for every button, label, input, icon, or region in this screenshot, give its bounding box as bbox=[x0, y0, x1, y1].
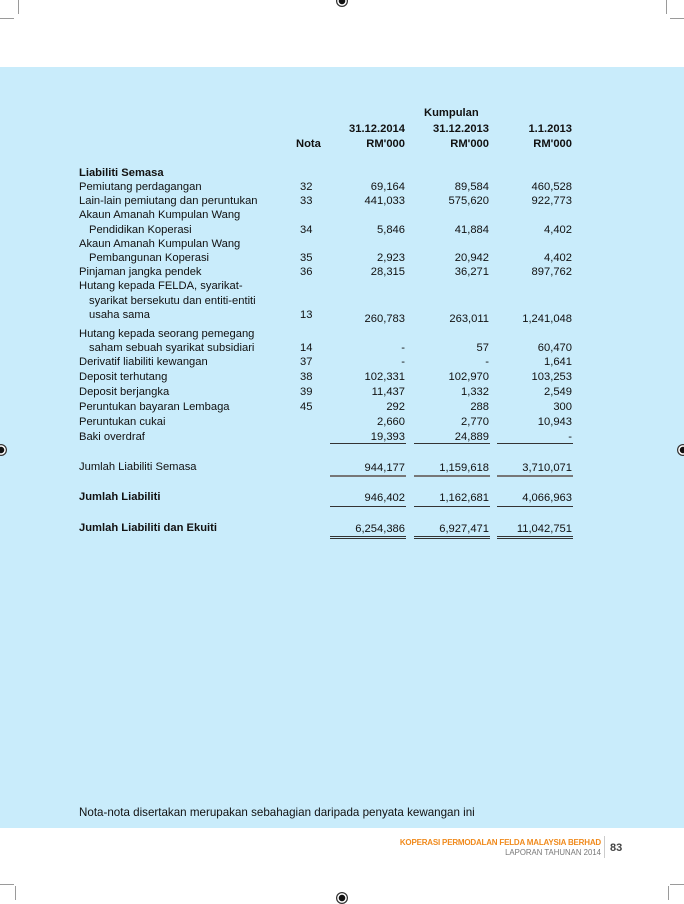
row-value: 2,923 bbox=[377, 252, 405, 264]
row-label: syarikat bersekutu dan entiti-entiti bbox=[89, 294, 256, 307]
row-nota: 39 bbox=[300, 385, 313, 398]
crop-mark bbox=[668, 886, 669, 900]
total-rule bbox=[497, 475, 573, 477]
row-nota: 37 bbox=[300, 355, 313, 368]
row-value: 1,241,048 bbox=[522, 312, 572, 325]
row-value: 263,011 bbox=[449, 312, 489, 325]
row-value: 922,773 bbox=[531, 195, 572, 208]
row-label: saham sebuah syarikat subsidiari bbox=[89, 341, 255, 354]
row-value: - bbox=[485, 355, 489, 368]
row-nota: 32 bbox=[300, 181, 313, 193]
row-value: 292 bbox=[386, 400, 405, 413]
total-label: Jumlah Liabiliti bbox=[79, 491, 161, 503]
registration-mark-icon bbox=[336, 0, 348, 7]
crop-mark bbox=[0, 18, 14, 19]
row-nota: 34 bbox=[300, 223, 313, 236]
footer-organization: KOPERASI PERMODALAN FELDA MALAYSIA BERHAD bbox=[399, 838, 601, 847]
row-label: Pinjaman jangka pendek bbox=[79, 266, 202, 279]
subtotal-rule bbox=[330, 443, 406, 444]
row-nota: 36 bbox=[300, 266, 313, 279]
row-label: usaha sama bbox=[89, 308, 150, 321]
section-title: Liabiliti Semasa bbox=[79, 167, 164, 179]
total-rule bbox=[497, 506, 573, 507]
row-nota: 33 bbox=[300, 195, 313, 208]
col-date-2013-jan: 1.1.2013 bbox=[528, 123, 572, 135]
row-value: - bbox=[401, 341, 405, 354]
row-value: 89,584 bbox=[454, 181, 489, 193]
total-rule bbox=[330, 506, 406, 507]
total-value: 1,159,618 bbox=[439, 462, 489, 474]
row-value: 1,332 bbox=[461, 385, 489, 398]
double-rule bbox=[497, 536, 573, 539]
col-unit: RM'000 bbox=[366, 138, 405, 150]
row-value: 300 bbox=[553, 400, 572, 413]
row-value: - bbox=[568, 430, 572, 443]
double-rule bbox=[414, 536, 490, 539]
total-rule bbox=[414, 506, 490, 507]
footnote: Nota-nota disertakan merupakan sebahagian daripada penyata kewangan ini bbox=[79, 806, 475, 819]
footer-report-title: LAPORAN TAHUNAN 2014 bbox=[505, 848, 601, 857]
row-label: Deposit terhutang bbox=[79, 370, 168, 383]
row-nota: 35 bbox=[300, 252, 313, 264]
nota-header: Nota bbox=[296, 138, 321, 150]
group-label: Kumpulan bbox=[424, 107, 479, 119]
total-value: 946,402 bbox=[364, 492, 405, 504]
col-unit: RM'000 bbox=[533, 138, 572, 150]
grand-total-label: Jumlah Liabiliti dan Ekuiti bbox=[79, 522, 217, 534]
page-number: 83 bbox=[610, 842, 623, 854]
total-value: 3,710,071 bbox=[522, 462, 572, 474]
row-value: 10,943 bbox=[537, 415, 572, 428]
subtotal-rule bbox=[497, 443, 573, 444]
grand-total-value: 6,254,386 bbox=[355, 523, 405, 535]
grand-total-value: 6,927,471 bbox=[439, 523, 489, 535]
row-nota: 14 bbox=[300, 341, 313, 354]
col-unit: RM'000 bbox=[450, 138, 489, 150]
row-label: Pembangunan Koperasi bbox=[89, 252, 210, 264]
row-nota: 13 bbox=[300, 308, 313, 321]
row-value: 103,253 bbox=[531, 370, 572, 383]
row-value: 2,660 bbox=[377, 415, 405, 428]
row-nota: 38 bbox=[300, 370, 313, 383]
row-value: 11,437 bbox=[371, 385, 405, 398]
row-value: 4,402 bbox=[544, 252, 572, 264]
total-label: Jumlah Liabiliti Semasa bbox=[79, 461, 197, 473]
total-rule bbox=[414, 475, 490, 477]
row-label: Baki overdraf bbox=[79, 430, 145, 443]
row-value: 4,402 bbox=[544, 223, 572, 236]
row-value: 288 bbox=[470, 400, 489, 413]
double-rule bbox=[330, 536, 406, 539]
row-label: Akaun Amanah Kumpulan Wang bbox=[79, 209, 241, 222]
row-value: 102,970 bbox=[448, 370, 489, 383]
total-value: 4,066,963 bbox=[522, 492, 572, 504]
crop-mark bbox=[666, 0, 667, 14]
row-value: 5,846 bbox=[377, 223, 405, 236]
crop-mark bbox=[670, 18, 684, 19]
crop-mark bbox=[18, 0, 19, 14]
total-rule bbox=[330, 475, 406, 477]
row-value: 24,889 bbox=[454, 430, 489, 443]
row-value: 441,033 bbox=[364, 195, 405, 208]
grand-total-value: 11,042,751 bbox=[516, 523, 572, 535]
row-label: Hutang kepada seorang pemegang bbox=[79, 327, 255, 340]
row-value: 575,620 bbox=[448, 195, 489, 208]
footer-divider bbox=[604, 836, 605, 858]
row-label: Peruntukan cukai bbox=[79, 415, 166, 428]
row-nota: 45 bbox=[300, 400, 313, 413]
row-value: 260,783 bbox=[364, 312, 405, 325]
row-value: 102,331 bbox=[364, 370, 405, 383]
registration-mark-icon bbox=[336, 892, 348, 904]
row-label: Pemiutang perdagangan bbox=[79, 181, 202, 193]
row-value: 897,762 bbox=[531, 266, 572, 279]
row-value: 19,393 bbox=[370, 430, 405, 443]
row-value: 2,549 bbox=[544, 385, 572, 398]
col-date-2013: 31.12.2013 bbox=[433, 123, 489, 135]
row-value: 36,271 bbox=[454, 266, 489, 279]
row-value: - bbox=[401, 355, 405, 368]
total-value: 944,177 bbox=[364, 462, 405, 474]
row-value: 460,528 bbox=[531, 181, 572, 193]
row-value: 41,884 bbox=[454, 223, 489, 236]
col-date-2014: 31.12.2014 bbox=[349, 123, 405, 135]
row-value: 20,942 bbox=[454, 252, 489, 264]
row-value: 60,470 bbox=[537, 341, 572, 354]
row-label: Akaun Amanah Kumpulan Wang bbox=[79, 237, 241, 250]
row-label: Pendidikan Koperasi bbox=[89, 223, 192, 236]
crop-mark bbox=[670, 884, 684, 885]
row-label: Deposit berjangka bbox=[79, 385, 170, 398]
row-value: 2,770 bbox=[461, 415, 489, 428]
row-label: Lain-lain pemiutang dan peruntukan bbox=[79, 195, 258, 208]
row-label: Peruntukan bayaran Lembaga bbox=[79, 400, 230, 413]
row-label: Derivatif liabiliti kewangan bbox=[79, 355, 208, 368]
crop-mark bbox=[0, 884, 14, 885]
row-value: 1,641 bbox=[544, 355, 572, 368]
registration-mark-icon bbox=[677, 444, 684, 456]
total-value: 1,162,681 bbox=[439, 492, 489, 504]
row-value: 69,164 bbox=[370, 181, 405, 193]
crop-mark bbox=[15, 886, 16, 900]
row-value: 28,315 bbox=[370, 266, 405, 279]
row-value: 57 bbox=[476, 341, 489, 354]
row-label: Hutang kepada FELDA, syarikat- bbox=[79, 280, 243, 293]
subtotal-rule bbox=[414, 443, 490, 444]
